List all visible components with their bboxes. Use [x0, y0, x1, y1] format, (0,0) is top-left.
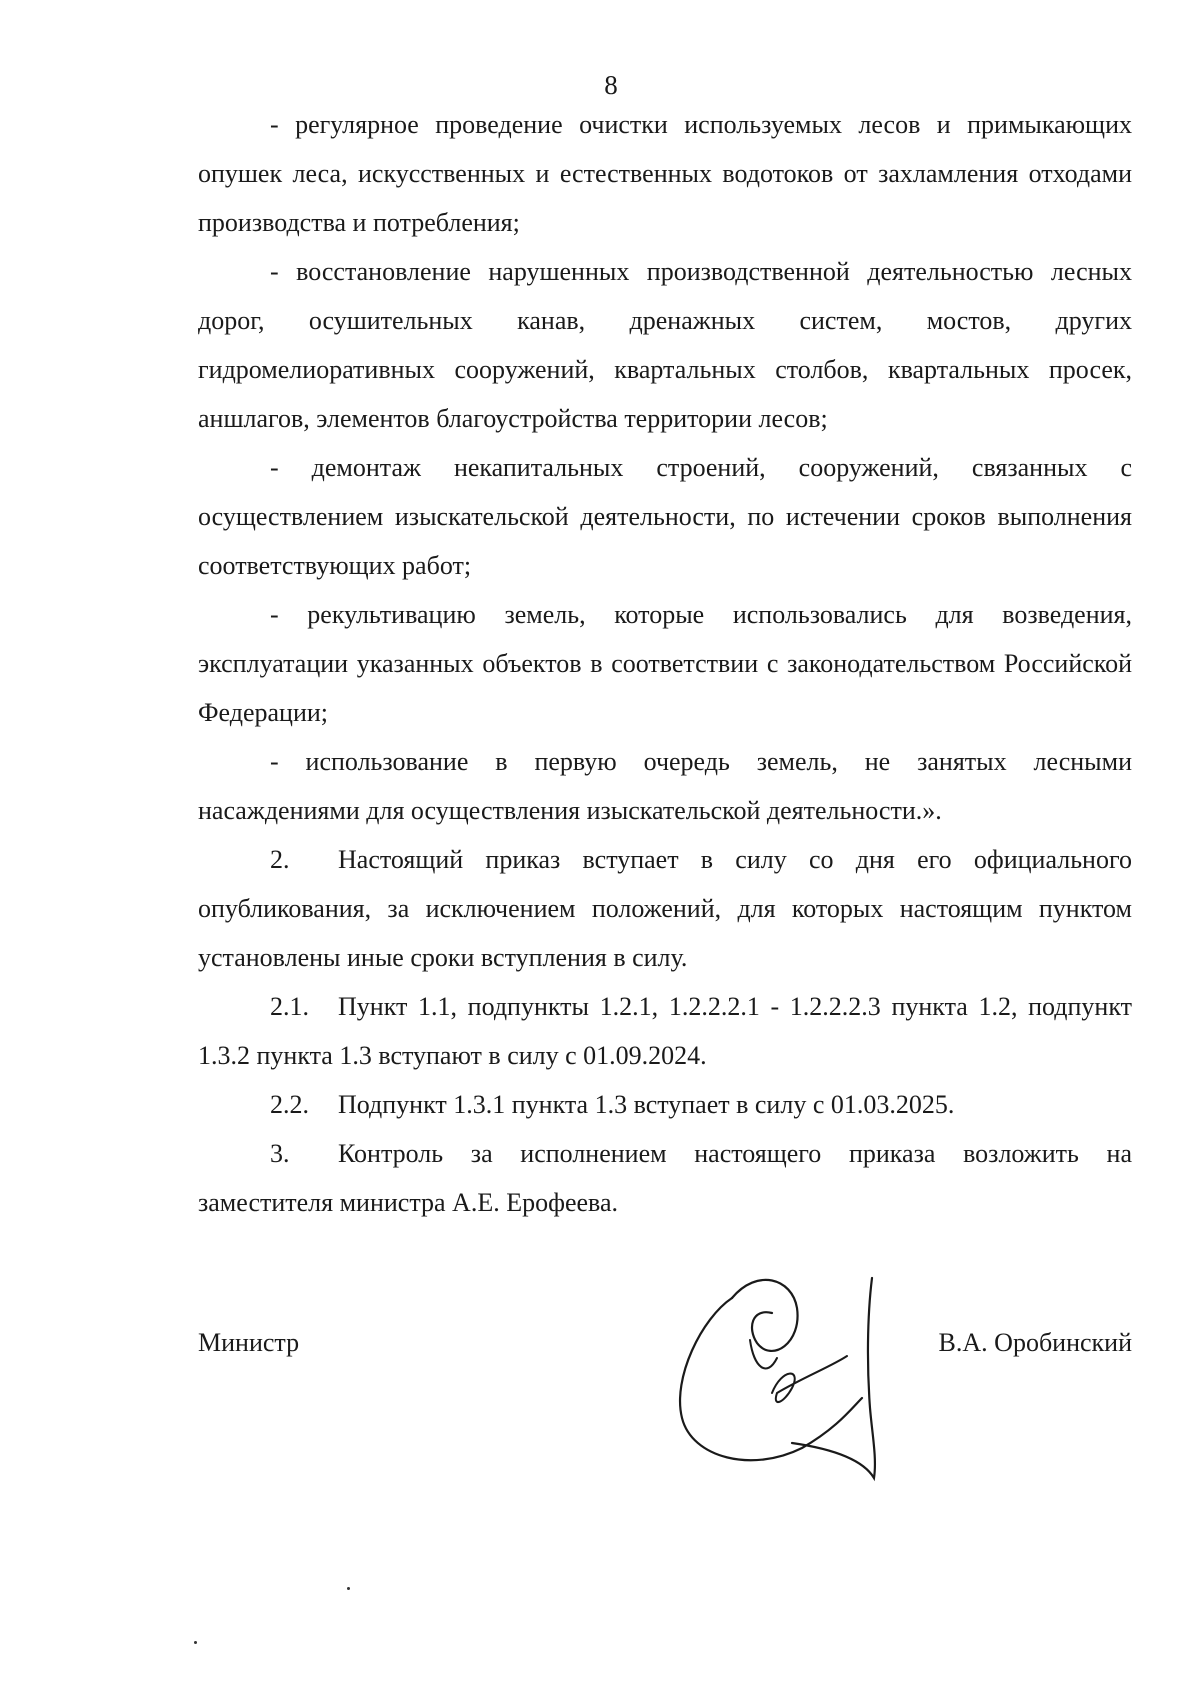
clause-2-1 [198, 982, 1132, 1080]
paragraph-land-use: - использование в первую очередь земель, не занятых лесными насаждениями для осуществления изыскательской деятельности.». [198, 747, 1132, 825]
clause-number: 3. [270, 1139, 290, 1168]
clause-number: 2.1. [270, 992, 309, 1021]
page-number: 8 [604, 70, 618, 100]
scan-speck [347, 1587, 350, 1590]
paragraph-recultivation: - рекультивацию земель, которые использовались для возведения, эксплуатации указанных объектов в соответствии с законодательством Российской Федерации; [198, 600, 1132, 727]
document-body [198, 100, 1132, 1227]
clause-3 [198, 1129, 1132, 1227]
scan-speck [194, 1641, 197, 1644]
signatory-name: В.А. Оробинский [938, 1328, 1132, 1357]
handwritten-signature [662, 1258, 902, 1488]
clause-2-2 [198, 1080, 1132, 1129]
paragraph-dismantling: - демонтаж некапитальных строений, сооружений, связанных с осуществлением изыскательской деятельности, по истечении сроков выполнения соответствующих работ; [198, 453, 1132, 580]
clause-text: Контроль за исполнением настоящего приказа возложить на заместителя министра А.Е. Ерофеева. [198, 1139, 1132, 1217]
clause-text: Настоящий приказ вступает в силу со дня его официального опубликования, за исключением положений, для которых настоящим пунктом установлены иные сроки вступления в силу. [198, 845, 1132, 972]
clause-text: Подпункт 1.3.1 пункта 1.3 вступает в силу с 01.03.2025. [338, 1090, 955, 1119]
clause-text: Пункт 1.1, подпункты 1.2.1, 1.2.2.2.1 - 1.2.2.2.3 пункта 1.2, подпункт 1.3.2 пункта 1.3 вступают в силу с 01.09.2024. [198, 992, 1132, 1070]
paragraph-forest-cleaning: - регулярное проведение очистки используемых лесов и примыкающих опушек леса, искусственных и естественных водотоков от захламления отходами производства и потребления; [198, 110, 1132, 237]
clause-number: 2. [270, 845, 290, 874]
paragraph-restoration: - восстановление нарушенных производственной деятельностью лесных дорог, осушительных канав, дренажных систем, мостов, других гидромелиоративных сооружений, квартальных столбов, квартальных просек, аншлагов, элементов благоустройства территории лесов; [198, 257, 1132, 433]
signatory-role: Министр [198, 1328, 300, 1357]
clause-2 [198, 835, 1132, 982]
clause-number: 2.2. [270, 1090, 309, 1119]
